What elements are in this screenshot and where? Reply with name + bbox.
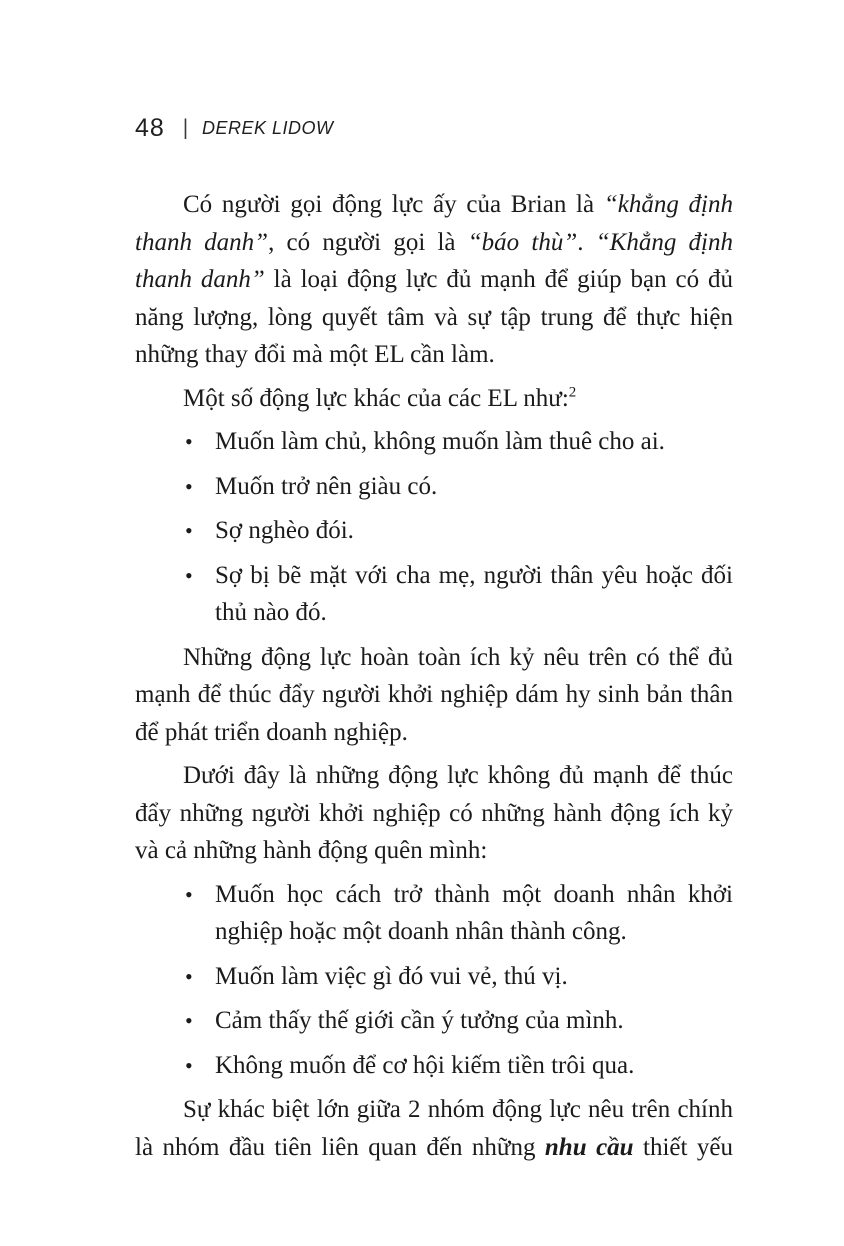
list-item — [135, 423, 733, 461]
list-item-text: Không muốn để cơ hội kiếm tiền trôi qua. — [215, 1051, 635, 1079]
list-item — [135, 876, 733, 951]
list-item — [135, 557, 733, 632]
bullet-icon: • — [185, 1052, 193, 1078]
paragraph: Những động lực hoàn toàn ích kỷ nêu trên có thể đủ mạnh để thúc đẩy người khởi nghiệp dám hy sinh bản thân để phát triển doanh nghiệp. — [135, 643, 733, 746]
page-header — [135, 114, 334, 143]
bullet-icon: • — [185, 473, 193, 499]
list-item — [135, 1047, 733, 1085]
list-item — [135, 958, 733, 996]
bullet-icon: • — [185, 963, 193, 989]
header-separator: | — [182, 115, 189, 141]
bullet-list — [135, 876, 733, 1085]
page-number: 48 — [135, 114, 165, 142]
running-title: DEREK LIDOW — [202, 118, 334, 138]
bullet-icon: • — [185, 881, 193, 907]
paragraph: Dưới đây là những động lực không đủ mạnh để thúc đẩy những người khởi nghiệp có những hành động ích kỷ và cả những hành động quên mình: — [135, 762, 733, 864]
list-item — [135, 1002, 733, 1040]
bullet-icon: • — [185, 562, 193, 588]
list-item-text: Sợ bị bẽ mặt với cha mẹ, người thân yêu hoặc đối thủ nào đó. — [215, 561, 733, 626]
bullet-icon: • — [185, 429, 193, 454]
bullet-icon: • — [185, 518, 193, 543]
list-item-text: Cảm thấy thế giới cần ý tưởng của mình. — [215, 1007, 624, 1034]
list-item-text: Muốn làm chủ, không muốn làm thuê cho ai. — [215, 428, 665, 455]
paragraph: Có người gọi động lực ấy của Brian là “khẳng định thanh danh”, có người gọi là “báo thù”. “Khẳng định thanh danh” là loại động lực đủ mạnh để giúp bạn có đủ năng lượng, lòng quyết tâm và sự tập trung để thực hiện những thay đổi mà một EL cần làm. — [135, 191, 733, 368]
list-item — [135, 512, 733, 550]
list-item-text: Sợ nghèo đói. — [215, 517, 354, 544]
list-item — [135, 468, 733, 506]
list-item-text: Muốn trở nên giàu có. — [215, 472, 438, 500]
list-item-text: Muốn làm việc gì đó vui vẻ, thú vị. — [215, 962, 568, 990]
paragraph: Một số động lực khác của các EL như:$^2$ — [183, 384, 577, 412]
paragraph: Sự khác biệt lớn giữa 2 nhóm động lực nêu trên chính là nhóm đầu tiên liên quan đến những nhu cầu thiết yếu — [135, 1096, 734, 1161]
list-item-text: Muốn học cách trở thành một doanh nhân khởi nghiệp hoặc một doanh nhân thành công. — [215, 880, 733, 945]
bullet-list — [135, 423, 733, 632]
bullet-icon: • — [185, 1008, 193, 1033]
page-body — [135, 186, 733, 1172]
